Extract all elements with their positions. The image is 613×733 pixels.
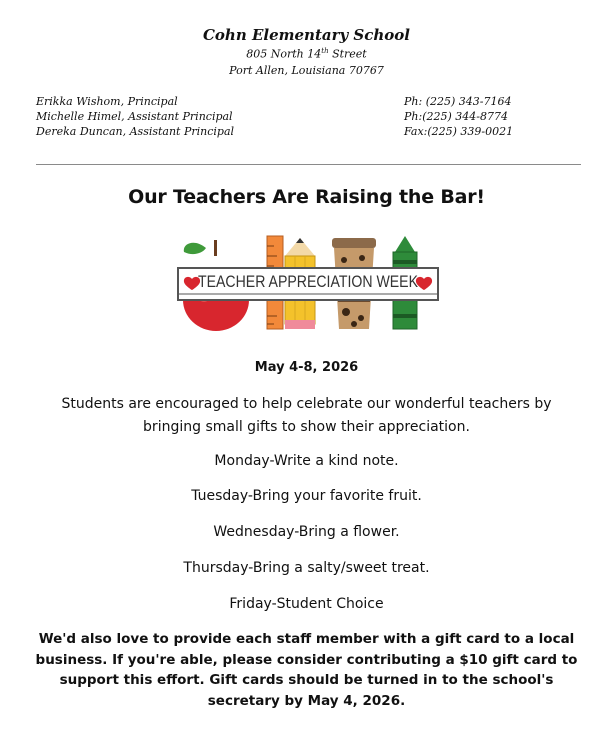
schedule-tuesday: Tuesday-Bring your favorite fruit. (191, 488, 422, 504)
school-name: Cohn Elementary School (202, 26, 411, 44)
intro-paragraph: Students are encouraged to help celebrate our wonderful teachers by bringing small gifts to show their appreciation. (61, 396, 552, 435)
fax-number: Fax:(225) 339-0021 (404, 125, 514, 138)
phone-2: Ph:(225) 344-8774 (404, 110, 508, 123)
staff-assistant-principal-1: Michelle Himel, Assistant Principal (36, 110, 233, 123)
street-address-ordinal: th (321, 47, 329, 55)
street-address-number: 805 North 14 (246, 47, 322, 61)
phone-1: Ph: (225) 343-7164 (404, 95, 512, 108)
staff-assistant-principal-2: Dereka Duncan, Assistant Principal (36, 125, 235, 138)
schedule-friday: Friday-Student Choice (229, 596, 384, 612)
headline: Our Teachers Are Raising the Bar! (128, 186, 485, 208)
banner-text: TEACHER APPRECIATION WEEK (198, 273, 418, 291)
street-address-suffix: Street (328, 47, 367, 61)
schedule-thursday: Thursday-Bring a salty/sweet treat. (183, 560, 430, 576)
header-divider (36, 164, 581, 165)
staff-principal: Erikka Wishom, Principal (36, 95, 178, 108)
staff-list (36, 94, 234, 139)
teacher-appreciation-banner (176, 234, 440, 334)
street-address (0, 47, 613, 61)
closing-paragraph: We'd also love to provide each staff member with a gift card to a local business. If you're able, please consider contributing a $10 gift card to support this effort. Gift cards should be turned in to the school's secretary by May 4, 2026. (35, 631, 578, 709)
event-dates: May 4-8, 2026 (254, 360, 359, 375)
schedule-wednesday: Wednesday-Bring a flower. (213, 524, 400, 540)
contact-list (404, 94, 513, 139)
schedule-monday: Monday-Write a kind note. (214, 453, 399, 469)
city-state-zip: Port Allen, Louisiana 70767 (229, 64, 384, 77)
